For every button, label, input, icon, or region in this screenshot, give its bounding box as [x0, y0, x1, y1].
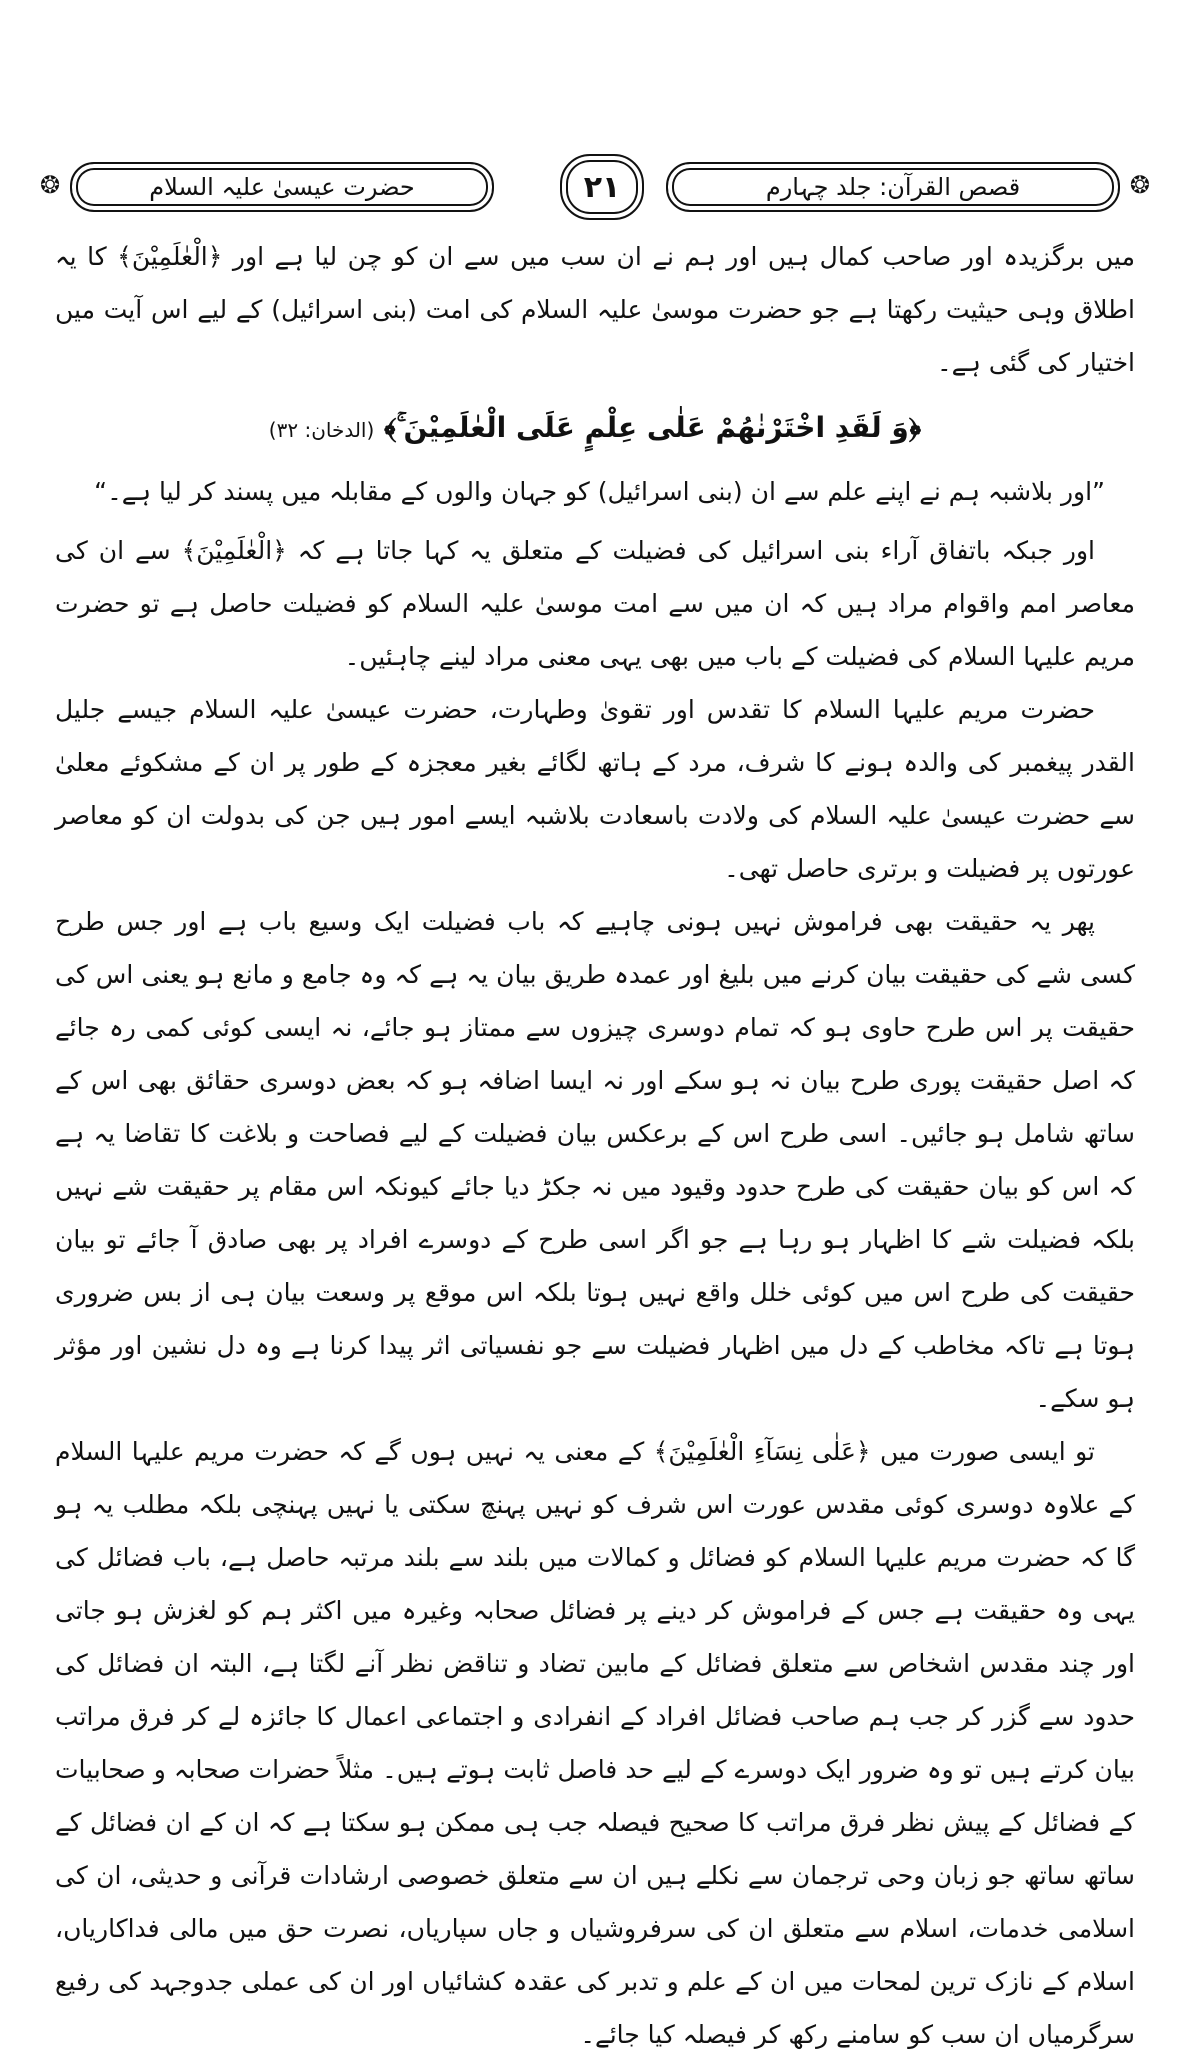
- page-number-text: ۲۱: [583, 169, 621, 205]
- quran-verse: [55, 401, 1135, 457]
- ornament-icon: ❂: [40, 171, 61, 199]
- paragraph: میں برگزیدہ اور صاحب کمال ہیں اور ہم نے ان سب میں سے ان کو چن لیا ہے اور ﴿الْعٰلَمِیْنَ﴾ کا یہ اطلاق وہی حیثیت رکھتا ہے جو حضرت موسیٰ علیہ السلام کی امت (بنی اسرائیل) کے لیے اس آیت میں اختیار کی گئی ہے۔: [55, 242, 1135, 377]
- ornament-icon: ❂: [1129, 171, 1150, 199]
- chapter-title-cartouche: [70, 162, 494, 212]
- page-content: [55, 230, 1135, 2061]
- verse-text: ﴿وَ لَقَدِ اخْتَرْنٰهُمْ عَلٰى عِلْمٍ عَلَى الْعٰلَمِیْنَ ۚ﴾: [384, 411, 922, 444]
- verse-translation: ”اور بلاشبہ ہم نے اپنے علم سے ان (بنی اسرائیل) کو جہان والوں کے مقابلہ میں پسند کر لیا ہے۔“: [94, 477, 1105, 506]
- paragraph: حضرت مریم علیہا السلام کا تقدس اور تقویٰ وطہارت، حضرت عیسیٰ علیہ السلام جیسے جلیل القدر پیغمبر کی والدہ ہونے کا شرف، مرد کے ہاتھ لگائے بغیر معجزہ کے طور پر ان کے مشکوئے معلیٰ سے حضرت عیسیٰ علیہ السلام کی ولادت باسعادت بلاشبہ ایسے امور ہیں جن کی بدولت ان کو معاصر عورتوں پر فضیلت و برتری حاصل تھی۔: [55, 695, 1135, 883]
- page-number: [560, 154, 644, 220]
- page-header: [40, 150, 1150, 220]
- book-title: قصص القرآن: جلد چہارم: [765, 173, 1021, 201]
- paragraph: تو ایسی صورت میں ﴿عَلٰى نِسَآءِ الْعٰلَمِیْنَ﴾ کے معنی یہ نہیں ہوں گے کہ حضرت مریم علیہا السلام کے علاوہ دوسری کوئی مقدس عورت اس شرف کو نہیں پہنچ سکتی یا نہیں پہنچی بلکہ مطلب یہ ہو گا کہ حضرت مریم علیہا السلام کو فضائل و کمالات میں بلند سے بلند مرتبہ حاصل ہے، باب فضائل کی یہی وہ حقیقت ہے جس کے فراموش کر دینے پر فضائل صحابہ وغیرہ میں اکثر ہم کو لغزش ہو جاتی اور چند مقدس اشخاص سے متعلق فضائل کے مابین تضاد و تناقض نظر آنے لگتا ہے، البتہ ان فضائل کی حدود سے گزر کر جب ہم صاحب فضائل افراد کے انفرادی و اجتماعی اعمال کا جائزہ لے کر فرق مراتب بیان کرتے ہیں تو وہ ضرور ایک دوسرے کے لیے حد فاصل ثابت ہوتے ہیں۔ مثلاً حضرات صحابہ و صحابیات کے فضائل کے پیش نظر فرق مراتب کا صحیح فیصلہ جب ہی ممکن ہو سکتا ہے کہ ان کے ان فضائل کے ساتھ ساتھ جو زبان وحی ترجمان سے نکلے ہیں ان سے متعلق خصوصی ارشادات قرآنی و حدیثی، ان کی اسلامی خدمات، اسلام سے متعلق ان کی سرفروشیاں و جاں سپاریاں، نصرت حق میں مالی فداکاریاں، اسلام کے نازک ترین لمحات میں ان کے علم و تدبر کی عقدہ کشائیاں اور ان کی عملی جدوجہد کی رفیع سرگرمیاں ان سب کو سامنے رکھ کر فیصلہ کیا جائے۔: [55, 1437, 1135, 2049]
- book-title-cartouche: [666, 162, 1120, 212]
- chapter-title: حضرت عیسیٰ علیہ السلام: [149, 173, 415, 201]
- verse-reference: (الدخان: ۳۲): [268, 418, 375, 442]
- paragraph: اور جبکہ باتفاق آراء بنی اسرائیل کی فضیلت کے متعلق یہ کہا جاتا ہے کہ ﴿الْعٰلَمِیْنَ﴾ سے ان کی معاصر امم واقوام مراد ہیں کہ ان میں سے امت موسیٰ علیہ السلام کو فضیلت حاصل ہے تو حضرت مریم علیہا السلام کی فضیلت کے باب میں بھی یہی معنی مراد لینے چاہئیں۔: [55, 536, 1135, 671]
- paragraph: پھر یہ حقیقت بھی فراموش نہیں ہونی چاہیے کہ باب فضیلت ایک وسیع باب ہے اور جس طرح کسی شے کی حقیقت بیان کرنے میں بلیغ اور عمدہ طریق بیان یہ ہے کہ وہ جامع و مانع ہو یعنی اس کی حقیقت پر اس طرح حاوی ہو کہ تمام دوسری چیزوں سے ممتاز ہو جائے، نہ ایسی کوئی کمی رہ جائے کہ اصل حقیقت پوری طرح بیان نہ ہو سکے اور نہ ایسا اضافہ ہو کہ بعض دوسری حقائق بھی اس کے ساتھ شامل ہو جائیں۔ اسی طرح اس کے برعکس بیان فضیلت کے لیے فصاحت و بلاغت کا تقاضا یہ ہے کہ اس کو بیان حقیقت کی طرح حدود وقیود میں نہ جکڑ دیا جائے کیونکہ اس مقام پر حقیقت شے نہیں بلکہ فضیلت شے کا اظہار ہو رہا ہے جو اگر اسی طرح کے دوسرے افراد پر بھی صادق آ جائے تو بیان حقیقت کی طرح اس میں کوئی خلل واقع نہیں ہوتا بلکہ اس موقع پر وسعت بیان ہی از بس ضروری ہوتا ہے تاکہ مخاطب کے دل میں اظہار فضیلت سے جو نفسیاتی اثر پیدا کرنا ہے وہ دل نشین اور مؤثر ہو سکے۔: [55, 907, 1136, 1413]
